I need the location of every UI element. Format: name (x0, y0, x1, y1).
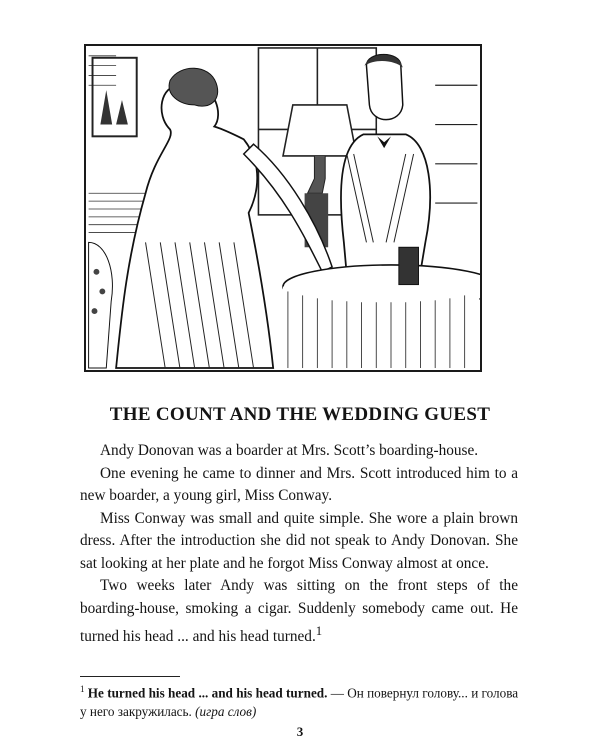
chapter-title: THE COUNT AND THE WEDDING GUEST (109, 404, 491, 425)
paragraph-1: Andy Donovan was a boarder at Mrs. Scott’s boarding-house. (100, 442, 479, 459)
paragraph-4-text: Two weeks later Andy was sitting on the front steps of the boarding-house, smoking a cigar. Suddenly somebody came out. He turned his head ... and his head turned. (80, 577, 518, 646)
illustration (84, 44, 482, 372)
paragraph-3: Miss Conway was small and quite simple. She wore a plain brown dress. After the introduction she did not speak to Andy Donovan. She sat looking at her plate and he forgot Miss Conway almost at once. (80, 509, 518, 572)
paragraph-4 (80, 575, 518, 649)
story-text (80, 440, 518, 649)
footnote-translation: — Он повернул голову... и голова у него закружилась. (80, 685, 519, 720)
paragraph-2: One evening he came to dinner and Mrs. Scott introduced him to a new boarder, a young girl, Miss Conway. (80, 464, 518, 504)
footnote-reference: 1 (315, 624, 323, 638)
page-number: 3 (296, 724, 304, 739)
footnote-number: 1 (80, 684, 85, 694)
footnote-note: (игра слов) (195, 704, 257, 720)
footnote-divider (80, 676, 180, 677)
footnote (80, 680, 520, 721)
footnote-phrase: He turned his head ... and his head turned. (87, 685, 328, 701)
illustration-drawing (86, 46, 480, 370)
